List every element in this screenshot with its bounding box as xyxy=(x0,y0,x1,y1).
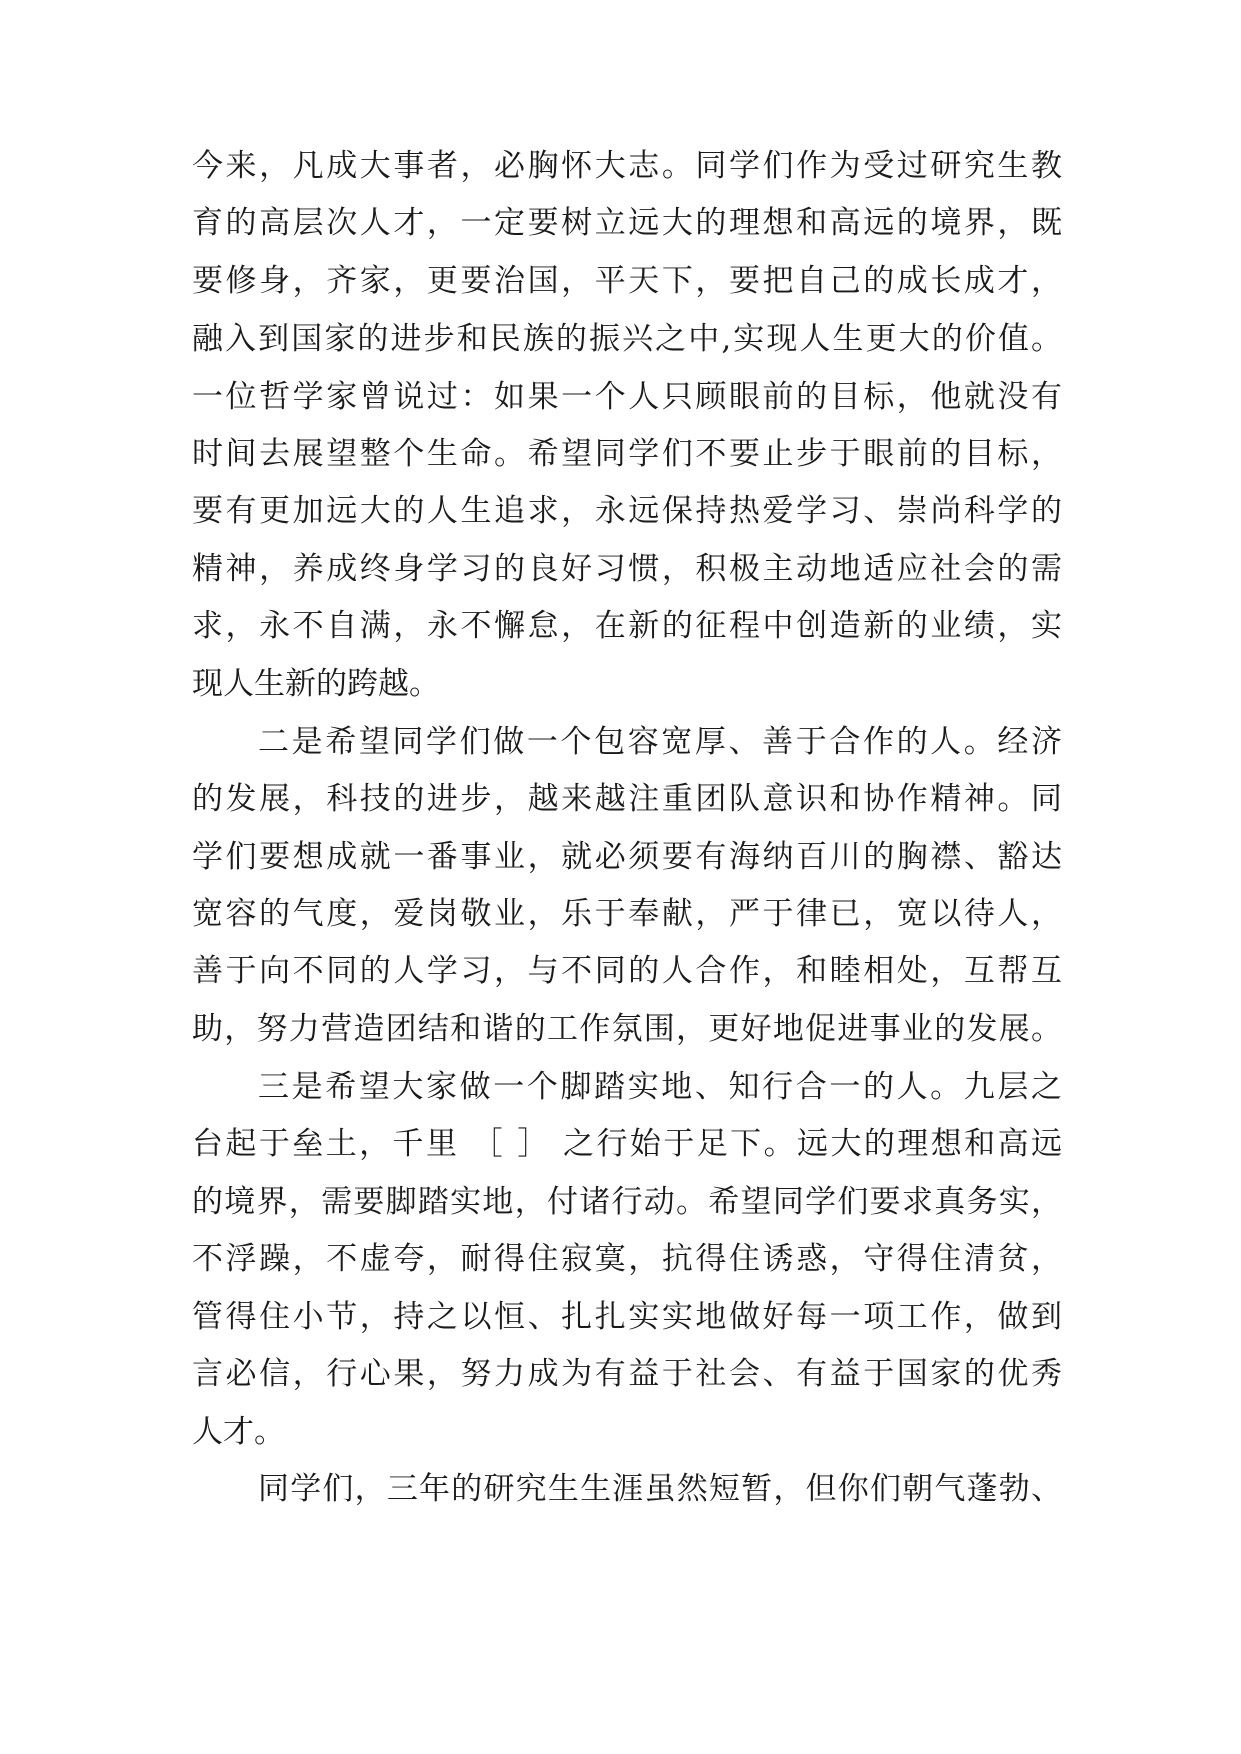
paragraph-start-line: 同学们，三年的研究生生涯虽然短暂，但你们朝气蓬勃、 xyxy=(258,1471,1062,1507)
text-line: 不浮躁，不虚夸，耐得住寂寞，抗得住诱惑，守得住清贫， xyxy=(192,1241,1062,1277)
text-line: 善于向不同的人学习，与不同的人合作，和睦相处，互帮互 xyxy=(192,953,1062,989)
text-line: 言必信，行心果，努力成为有益于社会、有益于国家的优秀 xyxy=(192,1356,1062,1392)
text-line: 台起于垒土，千里 ［ ］ 之行始于足下。远大的理想和高远 xyxy=(192,1126,1062,1162)
paragraph-start-line: 三是希望大家做一个脚踏实地、知行合一的人。九层之 xyxy=(258,1069,1062,1105)
text-line: 今来，凡成大事者，必胸怀大志。同学们作为受过研究生教 xyxy=(192,148,1062,184)
text-line: 要有更加远大的人生追求，永远保持热爱学习、崇尚科学的 xyxy=(192,493,1062,529)
text-line: 学们要想成就一番事业，就必须要有海纳百川的胸襟、豁达 xyxy=(192,839,1062,875)
paragraph-start-line: 二是希望同学们做一个包容宽厚、善于合作的人。经济 xyxy=(258,724,1062,760)
text-line: 的境界，需要脚踏实地，付诸行动。希望同学们要求真务实， xyxy=(192,1184,1062,1220)
text-line: 一位哲学家曾说过：如果一个人只顾眼前的目标，他就没有 xyxy=(192,379,1062,415)
text-line: 要修身，齐家，更要治国，平天下，要把自己的成长成才， xyxy=(192,263,1062,299)
text-line: 融入到国家的进步和民族的振兴之中,实现人生更大的价值。 xyxy=(192,321,1062,357)
text-line: 育的高层次人才，一定要树立远大的理想和高远的境界，既 xyxy=(192,205,1062,241)
text-line: 精神，养成终身学习的良好习惯，积极主动地适应社会的需 xyxy=(192,551,1062,587)
text-line: 的发展，科技的进步，越来越注重团队意识和协作精神。同 xyxy=(192,781,1062,817)
text-line: 宽容的气度，爱岗敬业，乐于奉献，严于律已，宽以待人， xyxy=(192,896,1062,932)
text-line: 管得住小节，持之以恒、扎扎实实地做好每一项工作，做到 xyxy=(192,1299,1062,1335)
text-line: 助，努力营造团结和谐的工作氛围，更好地促进事业的发展。 xyxy=(192,1011,1062,1047)
text-line: 时间去展望整个生命。希望同学们不要止步于眼前的目标， xyxy=(192,436,1062,472)
text-line: 求，永不自满，永不懈怠，在新的征程中创造新的业绩，实 xyxy=(192,608,1062,644)
text-line: 人才。 xyxy=(192,1414,285,1450)
text-line: 现人生新的跨越。 xyxy=(192,666,440,702)
